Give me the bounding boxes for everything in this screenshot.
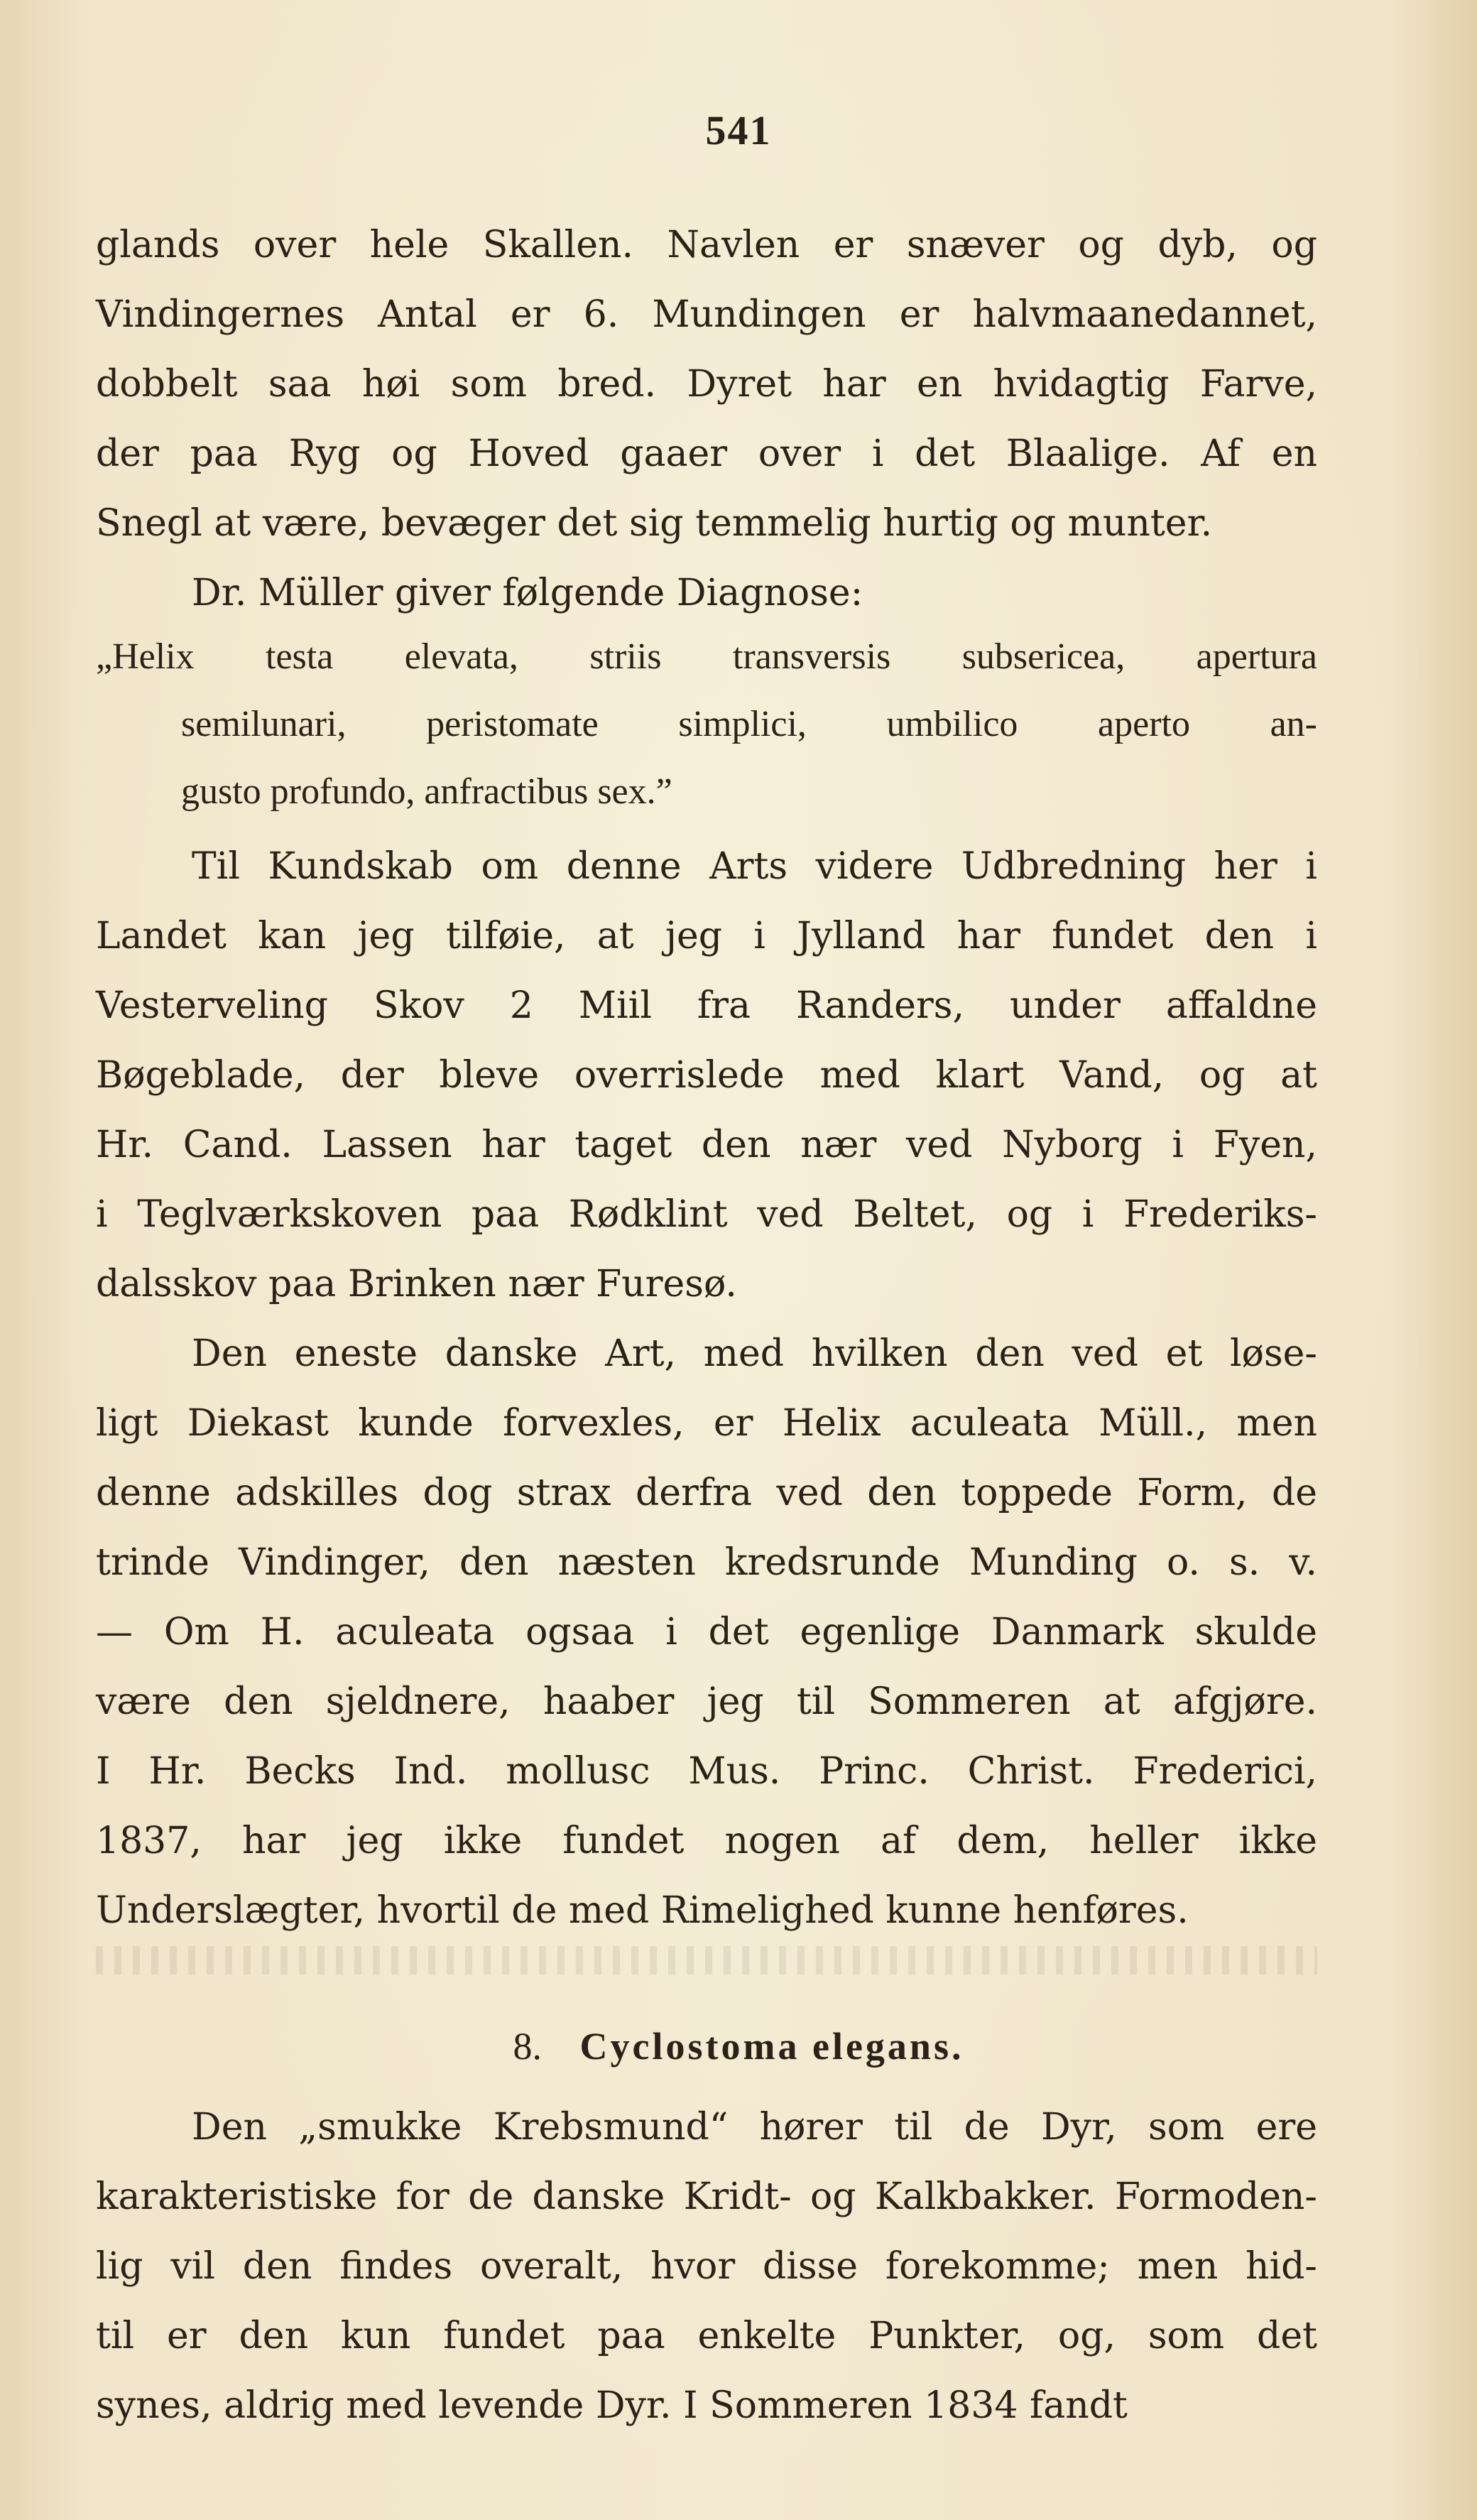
text-line: ligt Diekast kunde forvexles, er Helix aculeata Müll., men [96, 1402, 1317, 1445]
text-line: der paa Ryg og Hoved gaaer over i det Blaalige. Af en [96, 433, 1317, 475]
text-line: Vindingernes Antal er 6. Mundingen er halvmaanedannet, [96, 293, 1317, 336]
text-line: Landet kan jeg tilføie, at jeg i Jylland har fundet den i [96, 915, 1317, 957]
text-line: Underslægter, hvortil de med Rimelighed kunne henføres. [96, 1889, 1189, 1932]
text-line: I Hr. Becks Ind. mollusc Mus. Princ. Christ. Frederici, [96, 1750, 1317, 1793]
text-line: dalsskov paa Brinken nær Furesø. [96, 1263, 737, 1305]
text-line: dobbelt saa høi som bred. Dyret har en hvidagtig Farve, [96, 363, 1317, 406]
body-text [96, 0, 1317, 2520]
text-line: Vesterveling Skov 2 Miil fra Randers, under affaldne [96, 984, 1317, 1027]
text-line: 1837, har jeg ikke fundet nogen af dem, heller ikke [96, 1820, 1317, 1862]
text-line: være den sjeldnere, haaber jeg til Sommeren at afgjøre. [96, 1680, 1317, 1723]
page-number: 541 [705, 107, 772, 153]
bleed-through-smudge [96, 1946, 1317, 1975]
text-line: Bøgeblade, der bleve overrislede med klart Vand, og at [96, 1054, 1317, 1097]
text-line: Hr. Cand. Lassen har taget den nær ved Nyborg i Fyen, [96, 1124, 1317, 1166]
text-line: til er den kun fundet paa enkelte Punkter, og, som det [96, 2315, 1317, 2357]
section-heading [0, 2024, 1477, 2068]
text-line: glands over hele Skallen. Navlen er snæver og dyb, og [96, 224, 1317, 266]
text-line: i Teglværkskoven paa Rødklint ved Beltet, og i Frederiks- [96, 1193, 1317, 1236]
text-line: karakteristiske for de danske Kridt- og Kalkbakker. Formoden- [96, 2176, 1317, 2218]
latin-line: semilunari, peristomate simplici, umbilico aperto an- [181, 704, 1317, 744]
text-line: Snegl at være, bevæger det sig temmelig hurtig og munter. [96, 502, 1213, 545]
text-line: lig vil den findes overalt, hvor disse forekomme; men hid- [96, 2245, 1317, 2288]
section-number: 8. [513, 2025, 543, 2068]
latin-line: „Helix testa elevata, striis transversis subsericea, apertura [96, 636, 1317, 677]
text-line: trinde Vindinger, den næsten kredsrunde Munding o. s. v. [96, 1541, 1317, 1584]
latin-line: gusto profundo, anfractibus sex.” [181, 771, 672, 812]
section-title: Cyclostoma elegans. [579, 2025, 964, 2068]
text-line: denne adskilles dog strax derfra ved den toppede Form, de [96, 1472, 1317, 1514]
diagnosis-intro: Dr. Müller giver følgende Diagnose: [192, 572, 863, 614]
text-line: Den eneste danske Art, med hvilken den ved et løse- [192, 1332, 1317, 1375]
text-line: — Om H. aculeata ogsaa i det egenlige Danmark skulde [96, 1611, 1317, 1653]
text-line: Til Kundskab om denne Arts videre Udbredning her i [192, 845, 1317, 888]
text-line: synes, aldrig med levende Dyr. I Sommeren 1834 fandt [96, 2384, 1128, 2427]
text-line: Den „smukke Krebsmund“ hører til de Dyr, som ere [192, 2106, 1317, 2149]
